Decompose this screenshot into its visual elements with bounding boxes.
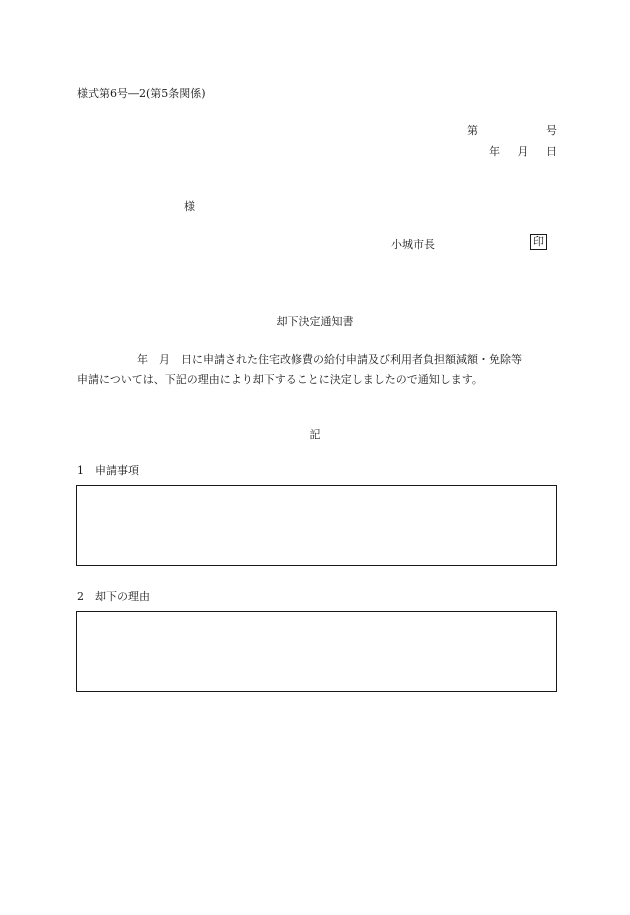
document-title: 却下決定通知書 [276,315,354,328]
body-paragraph [77,350,557,390]
seal-mark: 印 [530,234,547,250]
date-month: 月 [517,145,529,158]
date-day: 日 [546,145,557,158]
addressee-honorific: 様 [184,200,195,213]
record-heading: 記 [309,428,321,441]
doc-number-suffix: 号 [546,124,557,137]
body-line-1: 年 月 日に申請された住宅改修費の給付申請及び利用者負担額減額・免除等 [137,353,522,366]
date-year: 年 [489,145,500,158]
section-rejection-reason-box [76,611,557,692]
issue-date [489,143,557,159]
section-application-items-label: 1 申請事項 [77,464,139,477]
form-number: 様式第6号―2(第5条関係) [77,87,206,100]
issuer-name: 小城市長 [391,238,435,251]
section-rejection-reason-label: 2 却下の理由 [77,590,150,603]
doc-number-prefix: 第 [467,124,478,137]
body-line-2: 申請については、下記の理由により却下することに決定しましたので通知します。 [77,373,483,386]
section-application-items-box [76,485,557,566]
